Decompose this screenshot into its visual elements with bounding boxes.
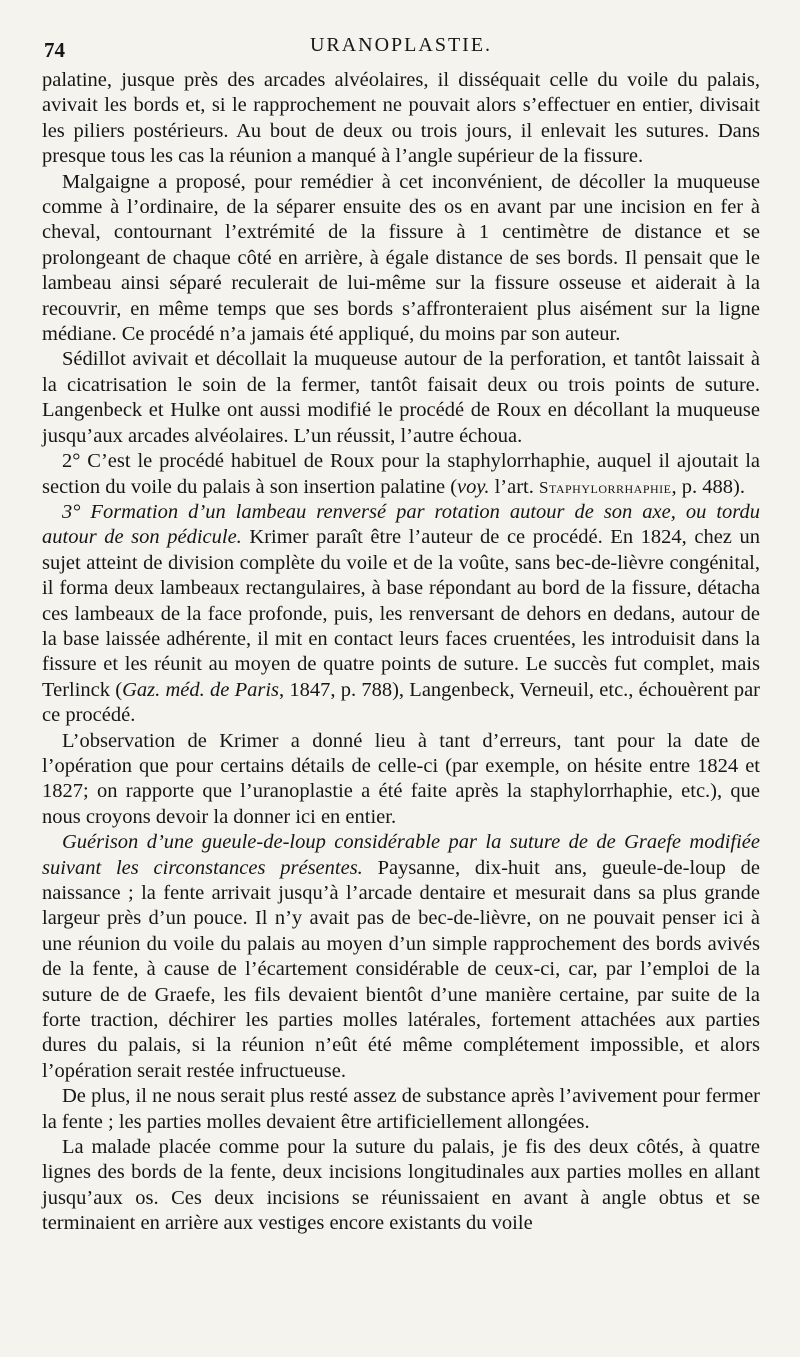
paragraph: Malgaigne a proposé, pour remédier à cet inconvénient, de décoller la muqueuse comme à l’ordinaire, de la séparer ensuite des os en avant par une incision en fer à cheval, contournant l’extrémité de la fissure à 1 centimètre de distance et se prolongeant de chaque côté en arrière, à égale distance de ses bords. Il pensait que le lambeau ainsi séparé reculerait de lui-même sur la fissure osseuse et aiderait à la recouvrir, en même temps que ses bords s’affronteraient plus aisément sur la ligne médiane. Ce procédé n’a jamais été appliqué, du moins par son auteur. — [42, 170, 760, 346]
paragraph: De plus, il ne nous serait plus resté assez de substance après l’avivement pour fermer la fente ; les parties molles devaient être artificiellement allongées. — [42, 1085, 760, 1133]
paragraph — [42, 500, 760, 729]
page-header — [42, 28, 760, 68]
italic-reference: voy. — [457, 475, 490, 498]
running-title: URANOPLASTIE. — [309, 34, 493, 56]
paragraph-text: Krimer paraît être l’auteur de ce procédé. En 1824, chez un sujet atteint de division complète du voile et de la voûte, sans bec-de-lièvre congénital, il forma deux lambeaux rectangulaires, à base répondant au bord de la fissure, détacha ces lambeaux de la face profonde, puis, les renversant de dehors en dedans, autour de la base laissée adhérente, il mit en contact leurs faces cruentées, les introduisit dans la fissure et les réunit au moyen de quatre points de suture. Le succès fut complet, mais Terlinck ( — [42, 526, 760, 701]
paragraph-text: Paysanne, dix-huit ans, gueule-de-loup de naissance ; la fente arrivait jusqu’à l’arcade dentaire et mesurait dans sa plus grande largeur près d’un pouce. Il n’y avait pas de bec-de-lièvre, on ne pouvait penser ici à une réunion du voile du palais au moyen d’un simple rapprochement des bords avivés de la fente, à cause de l’écartement considérable de ceux-ci, car, par l’emploi de la suture de de Graefe, les fils devaient bientôt d’une manière certaine, par suite de la forte traction, déchirer les parties molles latérales, fortement attachées aux parties dures du palais, si la réunion n’eût été même complétement impossible, et alors l’opération serait restée infructueuse. — [42, 856, 761, 1082]
page-number: 74 — [44, 38, 65, 62]
paragraph: Sédillot avivait et décollait la muqueuse autour de la perforation, et tantôt laissait à la cicatrisation le soin de la fermer, tantôt faisait deux ou trois points de suture. Langenbeck et Hulke ont aussi modifié le procédé de Roux en décollant la muqueuse jusqu’aux arcades alvéolaires. L’un réussit, l’autre échoua. — [42, 348, 760, 447]
paragraph: L’observation de Krimer a donné lieu à tant d’erreurs, tant pour la date de l’opération que pour certains détails de celle-ci (par exemple, on hésite entre 1824 et 1827; on rapporte que l’uranoplastie a été faite après la staphylorrhaphie, etc.), que nous croyons devoir la donner ici en entier. — [42, 729, 760, 828]
paragraph-text: 2° C’est le procédé habituel de Roux pour la staphylorrhaphie, auquel il ajoutait la section du voile du palais à son insertion palatine ( — [42, 450, 760, 498]
paragraph — [42, 449, 760, 500]
section-heading: 3° Formation d’un lambeau renversé par rotation autour de son axe, ou tordu autour de son pédicule. — [42, 500, 760, 549]
paragraph — [42, 830, 760, 1084]
paragraph-text: , p. 488). — [671, 475, 745, 498]
paragraph-text: , 1847, p. 788), Langenbeck, Verneuil, etc., échouèrent par ce procédé. — [42, 678, 760, 727]
observation-title: Guérison d’une gueule-de-loup considérable par la suture de de Graefe modifiée suivant les circonstances présentes. — [42, 831, 760, 879]
body-text — [42, 68, 760, 1237]
small-caps-reference: Staphylorrhaphie — [539, 477, 672, 497]
paragraph-text: l’art. — [489, 475, 540, 498]
italic-reference: Gaz. méd. de Paris — [122, 678, 280, 701]
paragraph: La malade placée comme pour la suture du palais, je fis des deux côtés, à quatre lignes des bords de la fente, deux incisions longitudinales aux parties molles en allant jusqu’aux os. Ces deux incisions se réunissaient en avant à angle obtus et se terminaient en arrière aux vestiges encore existants du voile — [42, 1136, 760, 1235]
paragraph: palatine, jusque près des arcades alvéolaires, il disséquait celle du voile du palais, avivait les bords et, si le rapprochement ne pouvait alors s’effectuer en entier, divisait les piliers postérieurs. Au bout de deux ou trois jours, il enlevait les sutures. Dans presque tous les cas la réunion a manqué à l’angle supérieur de la fissure. — [42, 69, 760, 168]
